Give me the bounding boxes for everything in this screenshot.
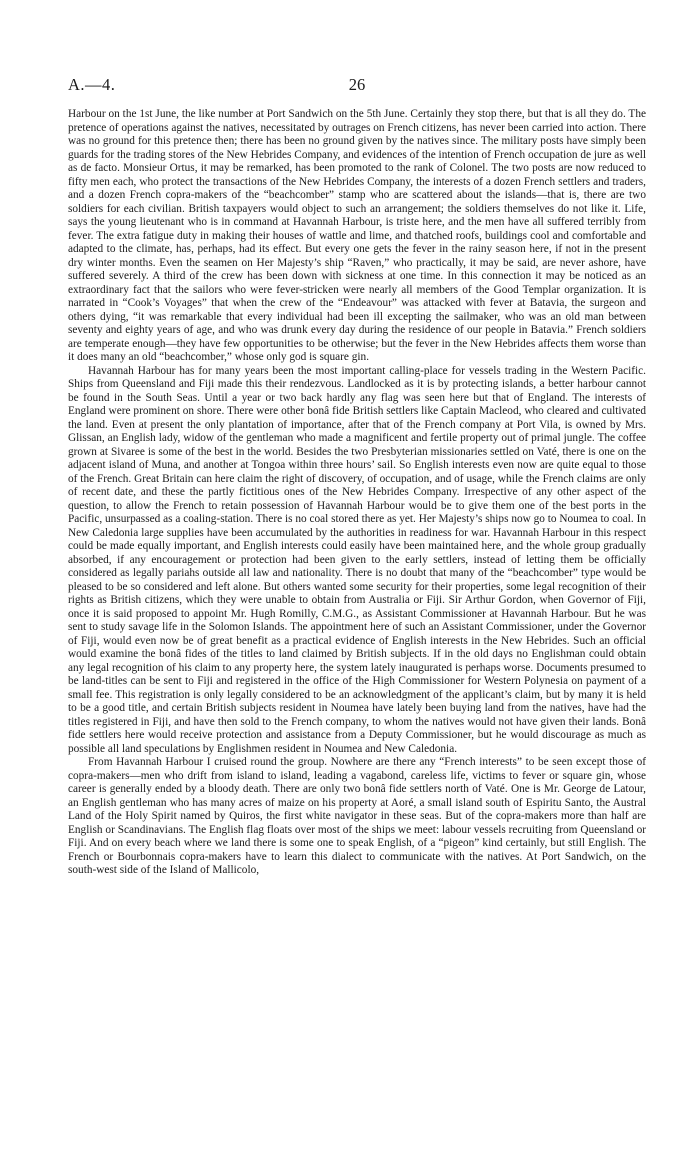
paragraph: From Havannah Harbour I cruised round the group. Nowhere are there any “French interests” to be seen except those of copra-makers—men who drift from island to island, leading a vagabond, careless life, victims to fever or square gin, whose career is generally ended by a bloody death. There are only two bonâ fide settlers north of Vaté. One is Mr. George de Latour, an English gentleman who has many acres of maize on his property at Aoré, a small island south of Espiritu Santo, the Austral Land of the Holy Spirit named by Quiros, the first white navigator in these seas. But of the copra-makers more than half are English or Scandinavians. The English flag floats over most of the ships we meet: labour vessels recruiting from Queensland or Fiji. And on every beach where we land there is some one to speak English, of a “pigeon” kind certainly, but still English. The French or Bourbonnais copra-makers have to learn this dialect to communicate with the natives. At Port Sandwich, on the south-west side of the Island of Mallicolo, bbox=[68, 756, 646, 876]
paragraph: Harbour on the 1st June, the like number at Port Sandwich on the 5th June. Certainly they stop there, but that is all they do. The pretence of operations against the natives, necessitated by outrages on French citizens, has never been carried into action. There was no ground for this pretence then; there has been no ground given by the natives since. The military posts have simply been guards for the trading stores of the New Hebrides Company, and evidences of the intention of French occupation de jure as well as de facto. Monsieur Ortus, it may be remarked, has been promoted to the rank of Colonel. The two posts are now reduced to fifty men each, who protect the transactions of the New Hebrides Company, the interests of a dozen French settlers and traders, and a dozen French copra-makers of the “beachcomber” stamp who are scattered about the islands—that is, there are two soldiers for each civilian. British taxpayers would object to such an arrangement; the soldiers themselves do not like it. Life, says the young lieutenant who is in command at Havannah Harbour, is triste here, and the men have all suffered terribly from fever. The extra fatigue duty in making their houses of wattle and lime, and thatched roofs, buildings cool and comfortable and adapted to the climate, has, perhaps, had its effect. But every one gets the fever in the rainy season here, if not in the present dry winter months. Even the seamen on Her Majesty’s ship “Raven,” who practically, it may be said, are never ashore, have suffered severely. A third of the crew has been down with sickness at one time. In this connection it may be noticed as an extraordinary fact that the sailors who were fever-stricken were nearly all members of the Good Templar organization. It is narrated in “Cook’s Voyages” that when the crew of the “Endeavour” was attacked with fever at Batavia, the surgeon and others dying, “it was remarkable that every individual had been ill excepting the sailmaker, who was an old man between seventy and eighty years of age, and who was drunk every day during the residence of our people in Batavia.” French soldiers are temperate enough—they have few opportunities to be otherwise; but the fever in the New Hebrides affects them worse than it does many an old “beachcomber,” whose only god is square gin. bbox=[68, 108, 646, 363]
document-reference: A.—4. bbox=[68, 75, 116, 94]
paragraph: Havannah Harbour has for many years been the most important calling-place for vessels trading in the Western Pacific. Ships from Queensland and Fiji made this their rendezvous. Landlocked as it is by protecting islands, a better harbour cannot be found in the South Seas. Until a year or two back hardly any flag was seen here but that of England. The interests of England were prominent on shore. There were other bonâ fide British settlers like Captain Macleod, who cleared and cultivated the land. Even at present the only plantation of importance, after that of the French company at Port Vila, is owned by Mrs. Glissan, an English lady, widow of the gentleman who made a magnificent and fertile property out of primal jungle. The coffee grown at Sivaree is some of the best in the world. Besides the two Presbyterian missionaries settled on Vaté, there is one on the adjacent island of Muna, and another at Tongoa within three hours’ sail. So English interests even now are quite equal to those of the French. Great Britain can here claim the right of discovery, of occupation, and of usage, while the French claims are only of recent date, and these the partly fictitious ones of the New Hebrides Company. Irrespective of any other aspect of the question, to allow the French to retain possession of Havannah Harbour would be to give them one of the best ports in the Pacific, unsurpassed as a coaling-station. There is no coal stored there as yet. Her Majesty’s ships now go to Noumea to coal. In New Caledonia large supplies have been accumulated by the authorities in readiness for war. Havannah Harbour in this respect could be made equally important, and English interests could easily have been maintained here, and the whole group gradually absorbed, if any encouragement or protection had been given to the early settlers, instead of letting them be officially considered as legally pariahs outside all law and nationality. There is no doubt that many of the “beachcomber” type would be pleased to be so considered and left alone. But others wanted some security for their properties, some legal recognition of their rights as British citizens, which they were unable to obtain from Australia or Fiji. Sir Arthur Gordon, when Governor of Fiji, once it is said proposed to appoint Mr. Hugh Romilly, C.M.G., as Assistant Commissioner at Havannah Harbour. But he was sent to study savage life in the Solomon Islands. The appointment here of such an Assistant Commissioner, under the Governor of Fiji, would even now be of great benefit as a practical evidence of English interests in the New Hebrides. Such an official would examine the bonâ fides of the titles to land claimed by British subjects. If in the old days no Englishman could obtain any legal recognition of his claim to any property here, the system lately inaugurated is perhaps worse. Documents presumed to be land-titles can be sent to Fiji and registered in the office of the High Commissioner for Western Polynesia on payment of a small fee. This registration is only legally considered to be an acknowledgment of the applicant’s claim, but by many it is held to be a good title, and certain British subjects resident in Noumea have lately been buying land from the natives, have had the titles registered in Fiji, and have then sold to the French company, to whom the natives would not have given their lands. Bonâ fide settlers here would receive protection and assistance from a Deputy Commissioner, but he would discourage as much as possible all land speculations by Englishmen resident in Noumea and New Caledonia. bbox=[68, 364, 646, 755]
page-number: 26 bbox=[348, 75, 366, 94]
body-text bbox=[68, 108, 646, 878]
page-header bbox=[68, 75, 646, 95]
